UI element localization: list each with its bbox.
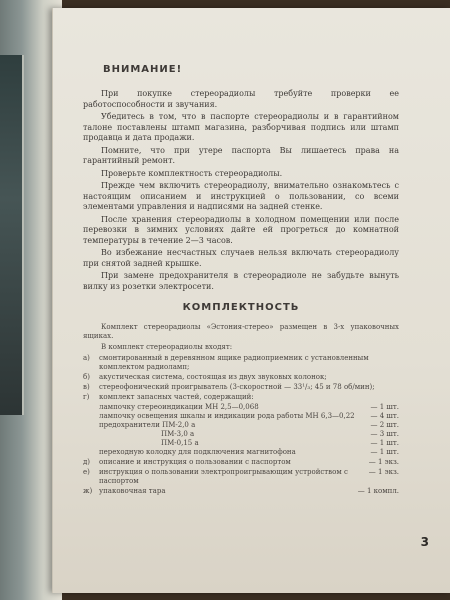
notice-paragraph: При покупке стереорадиолы требуйте проверки ее работоспособности и звучания.	[83, 89, 399, 109]
contents-list	[83, 323, 399, 496]
list-item	[83, 383, 399, 392]
spare-part-text: ПМ-0,15 а	[161, 439, 199, 447]
list-item	[83, 393, 399, 402]
list-qty: — 1 компл.	[357, 487, 399, 495]
list-item	[83, 468, 399, 486]
section-intro: Комплект стереорадиолы «Эстония-стерео» размещен в 3-х упаковочных ящиках.	[83, 323, 399, 340]
spare-part-qty: — 4 шт.	[370, 412, 399, 420]
previous-page-photo	[0, 55, 24, 415]
list-marker: б)	[83, 373, 90, 381]
list-text: стереофонический проигрыватель (3-скоростной — 33¹/₃; 45 и 78 об/мин);	[99, 383, 375, 391]
list-item	[83, 354, 399, 372]
page-content	[83, 64, 399, 497]
spare-part-row	[99, 421, 399, 430]
list-marker: г)	[83, 393, 90, 401]
list-text: инструкция о пользовании электропроигрывающим устройством с паспортом	[99, 468, 348, 485]
section-title: КОМПЛЕКТНОСТЬ	[182, 302, 300, 313]
list-text: комплект запасных частей, содержащий:	[99, 393, 254, 401]
spare-part-qty: — 2 шт.	[370, 421, 399, 429]
spare-part-qty: — 1 шт.	[370, 448, 399, 456]
list-item	[83, 458, 399, 467]
list-item	[83, 373, 399, 382]
spare-part-qty: — 3 шт.	[370, 430, 399, 438]
notice-paragraph: Прежде чем включить стереорадиолу, внимательно ознакомьтесь с настоящим описанием и инструкцией о пользовании, со всеми элементами управления и надписями на задней стенке.	[83, 181, 399, 211]
spare-part-text: предохранители ПМ-2,0 а	[99, 421, 196, 429]
notice-paragraph: Проверьте комплектность стереорадиолы.	[101, 168, 283, 178]
spare-part-qty: — 1 шт.	[370, 403, 399, 411]
list-qty: — 1 экз.	[368, 468, 399, 476]
spare-part-text: ПМ-3,0 а	[161, 430, 195, 438]
list-item	[83, 487, 399, 496]
document-page	[52, 8, 450, 593]
spare-part-text: лампочку освещения шкалы и индикации рода работы МН 6,3—0,22	[99, 412, 355, 420]
page-number: 3	[420, 535, 429, 549]
list-marker: а)	[83, 354, 90, 362]
section-includes: В комплект стереорадиолы входят:	[101, 343, 233, 351]
notice-paragraph: Во избежание несчастных случаев нельзя включать стереорадиолу при снятой задней крышке.	[83, 248, 399, 268]
list-text: акустическая система, состоящая из двух звуковых колонок;	[99, 373, 327, 381]
list-text: смонтированный в деревянном ящике радиоприемник с установленным комплектом радиоламп;	[99, 354, 369, 371]
notice-paragraph: Убедитесь в том, что в паспорте стереорадиолы и в гарантийном талоне поставлены штамп магазина, разборчивая подпись или штамп продавца и дата продажи.	[83, 112, 399, 142]
spare-part-text: лампочку стереоиндикации МН 2,5—0,068	[99, 403, 259, 411]
list-text: описание и инструкция о пользовании с паспортом	[99, 458, 291, 466]
list-marker: е)	[83, 468, 90, 476]
notice-paragraph: После хранения стереорадиолы в холодном помещении или после перевозки в зимних условиях дайте ей прогреться до комнатной температуры в течение 2—3 часов.	[83, 214, 399, 245]
spare-part-row	[99, 439, 399, 448]
list-marker: в)	[83, 383, 90, 391]
notice-paragraph: При замене предохранителя в стереорадиоле не забудьте вынуть вилку из розетки электросети.	[83, 271, 399, 291]
spare-part-row	[99, 430, 399, 439]
list-text: упаковочная тара	[99, 487, 166, 495]
spare-part-row	[99, 403, 399, 412]
spare-part-row	[99, 448, 399, 457]
spare-part-qty: — 1 шт.	[370, 439, 399, 447]
notice-paragraph: Помните, что при утере паспорта Вы лишаетесь права на гарантийный ремонт.	[83, 145, 399, 165]
spare-part-row	[99, 412, 399, 421]
list-qty: — 1 экз.	[368, 458, 399, 466]
list-marker: ж)	[83, 487, 93, 495]
notice-title: ВНИМАНИЕ!	[103, 64, 183, 75]
spare-part-text: переходную колодку для подключения магнитофона	[99, 448, 296, 456]
list-marker: д)	[83, 458, 91, 466]
